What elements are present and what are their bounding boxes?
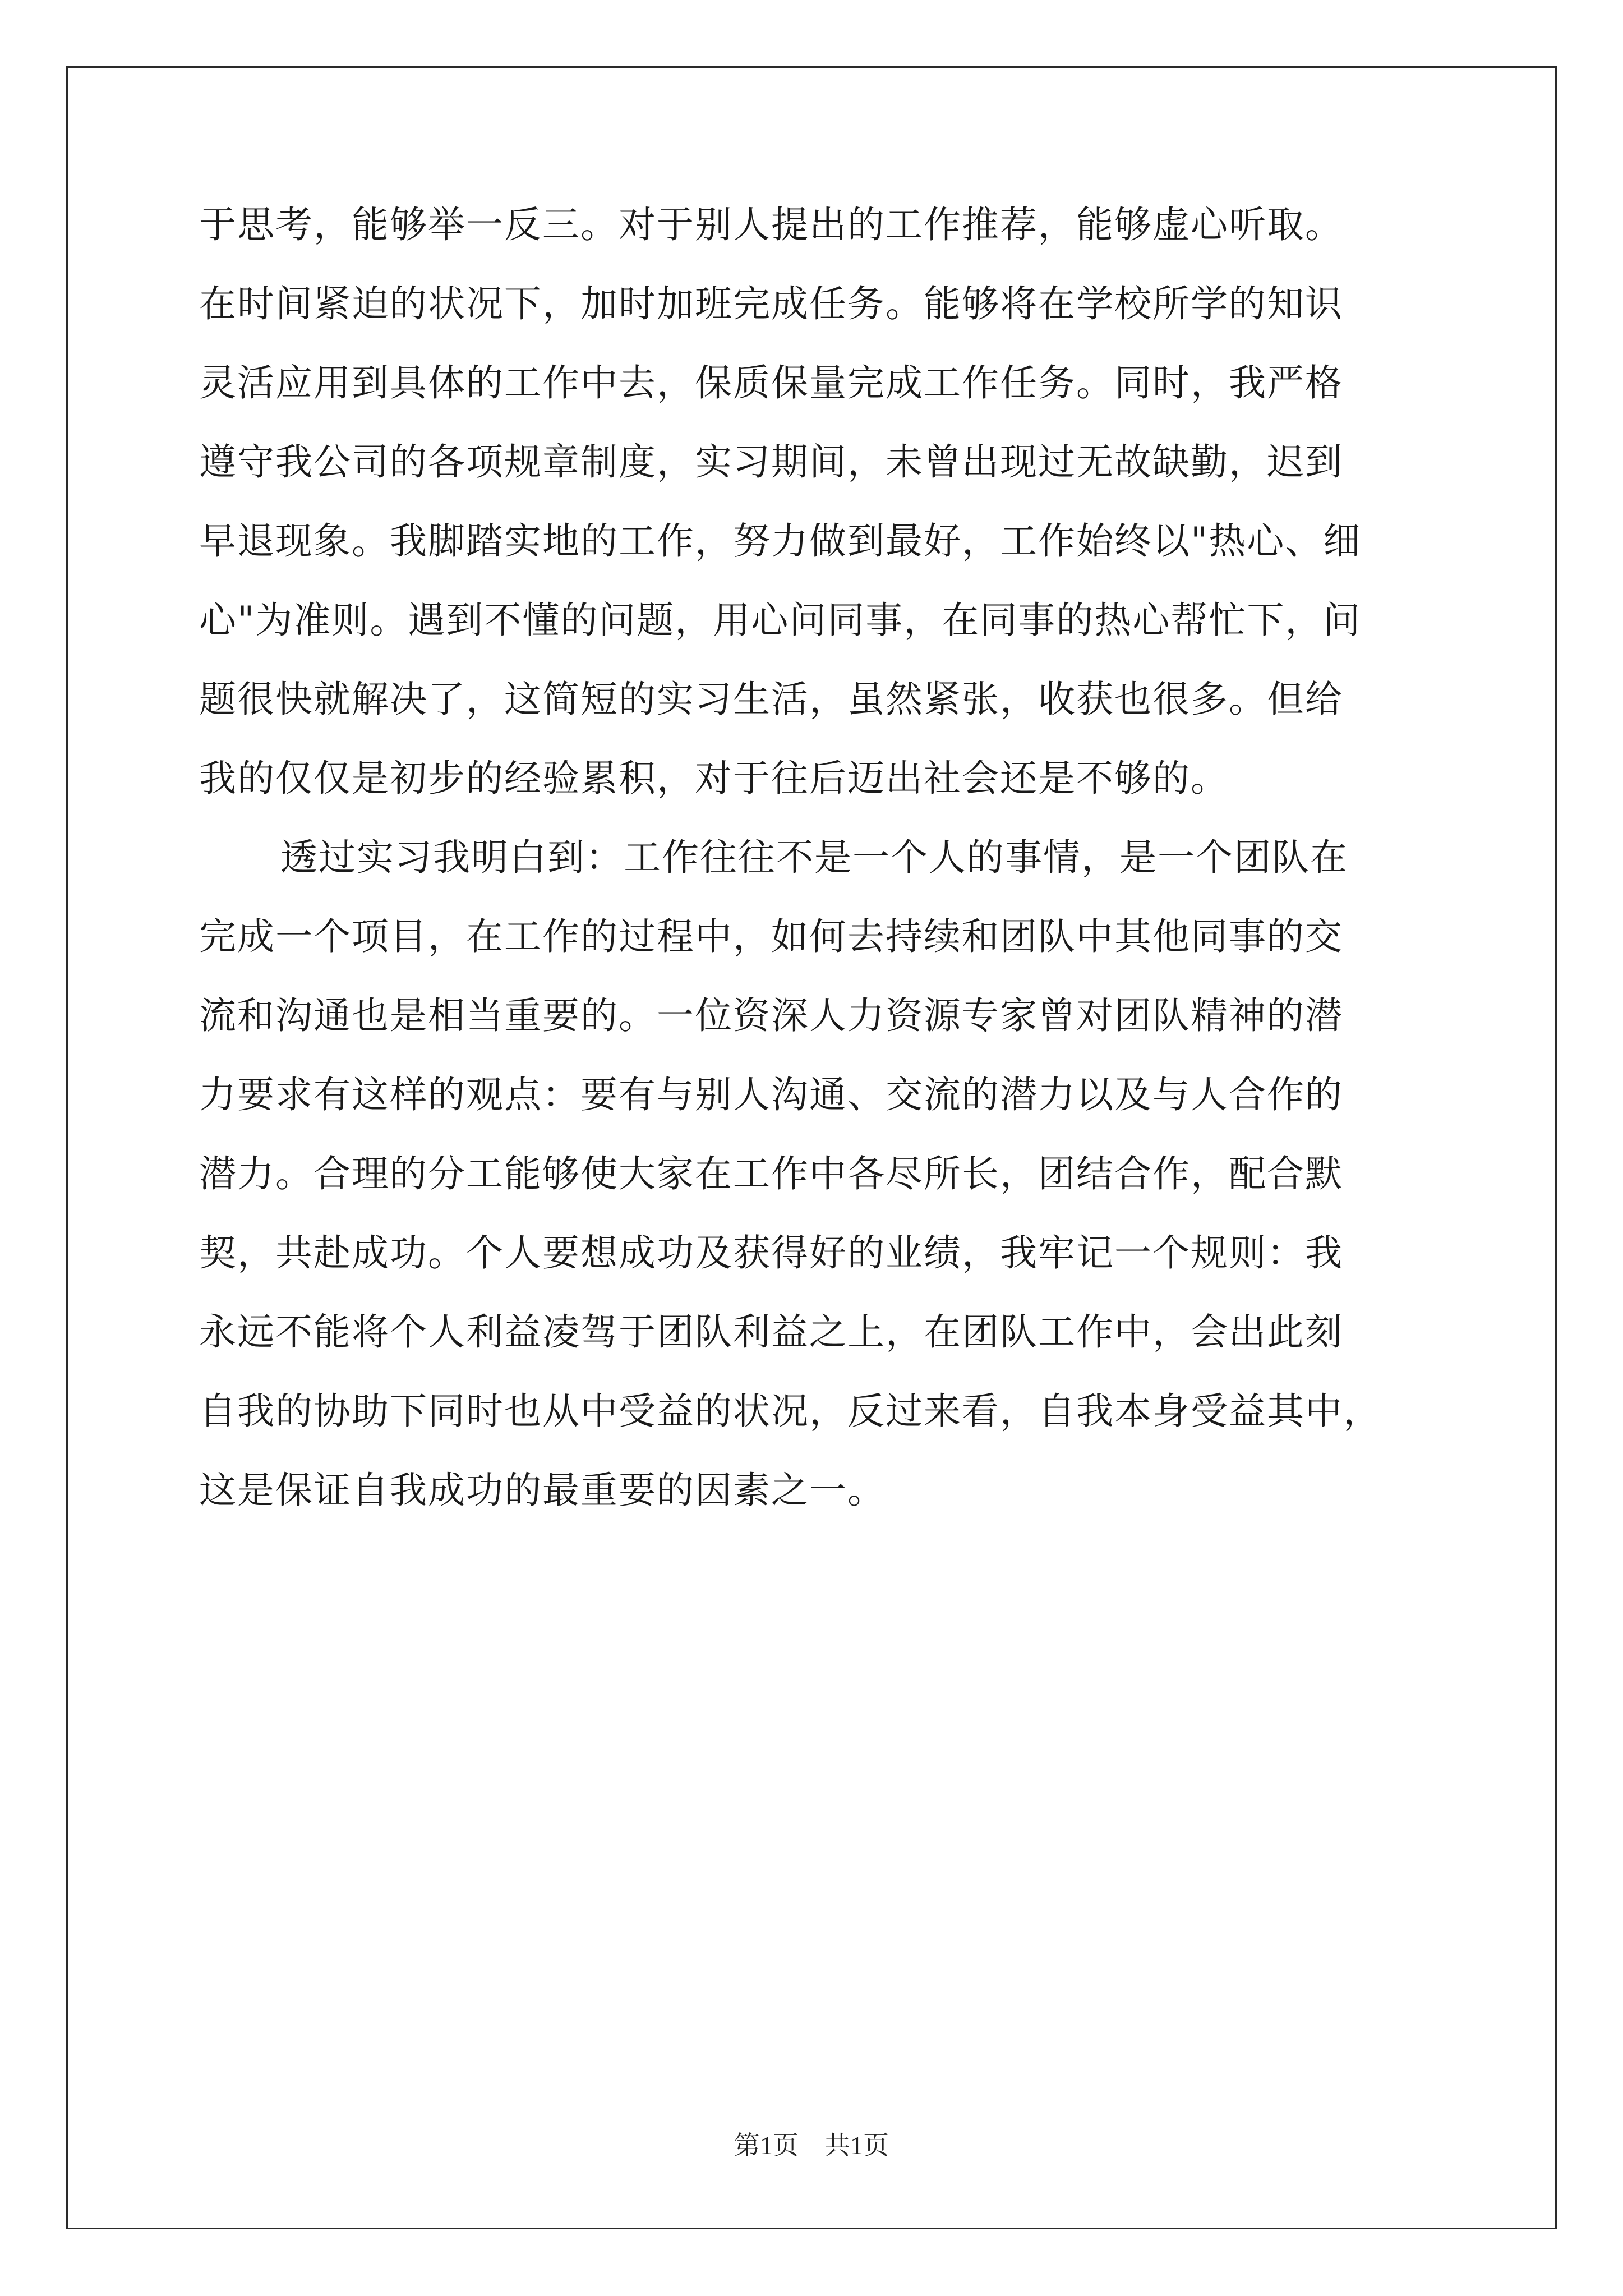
paragraph-2-line-9: 这是保证自我成功的最重要的因素之一。	[199, 1469, 886, 1512]
paragraph-1-line-3: 灵活应用到具体的工作中去，保质保量完成工作任务。同时，我严格	[199, 361, 1343, 404]
page-number-total: 共1页	[824, 2131, 889, 2160]
paragraph-1-line-2: 在时间紧迫的状况下，加时加班完成任务。能够将在学校所学的知识	[199, 282, 1343, 325]
paragraph-1-line-8: 我的仅仅是初步的经验累积，对于往后迈出社会还是不够的。	[199, 757, 1229, 800]
paragraph-1-line-1: 于思考，能够举一反三。对于别人提出的工作推荐，能够虚心听取。	[199, 203, 1343, 246]
paragraph-2-line-4: 力要求有这样的观点：要有与别人沟通、交流的潜力以及与人合作的	[199, 1073, 1343, 1116]
paragraph-2-line-8: 自我的协助下同时也从中受益的状况，反过来看，自我本身受益其中，	[199, 1389, 1381, 1433]
document-body	[199, 185, 1489, 1530]
paragraph-2-line-7: 永远不能将个人利益凌驾于团队利益之上，在团队工作中，会出此刻	[199, 1310, 1343, 1354]
page-footer	[0, 2129, 1623, 2162]
paragraph-2-line-2: 完成一个项目，在工作的过程中，如何去持续和团队中其他同事的交	[199, 915, 1343, 958]
paragraph-1-line-7: 题很快就解决了，这简短的实习生活，虽然紧张，收获也很多。但给	[199, 678, 1343, 721]
page-number-current: 第1页	[734, 2131, 799, 2160]
paragraph-1-line-5: 早退现象。我脚踏实地的工作，努力做到最好，工作始终以"热心、细	[199, 519, 1362, 563]
paragraph-2-line-6: 契，共赴成功。个人要想成功及获得好的业绩，我牢记一个规则：我	[199, 1231, 1343, 1274]
paragraph-2-line-1: 透过实习我明白到：工作往往不是一个人的事情，是一个团队在	[280, 836, 1348, 879]
paragraph-2-line-3: 流和沟通也是相当重要的。一位资深人力资源专家曾对团队精神的潜	[199, 994, 1343, 1037]
paragraph-2-line-5: 潜力。合理的分工能够使大家在工作中各尽所长，团结合作，配合默	[199, 1152, 1343, 1195]
paragraph-1-line-4: 遵守我公司的各项规章制度，实习期间，未曾出现过无故缺勤，迟到	[199, 440, 1343, 484]
paragraph-1-line-6: 心"为准则。遇到不懂的问题，用心问同事，在同事的热心帮忙下，问	[199, 599, 1362, 642]
